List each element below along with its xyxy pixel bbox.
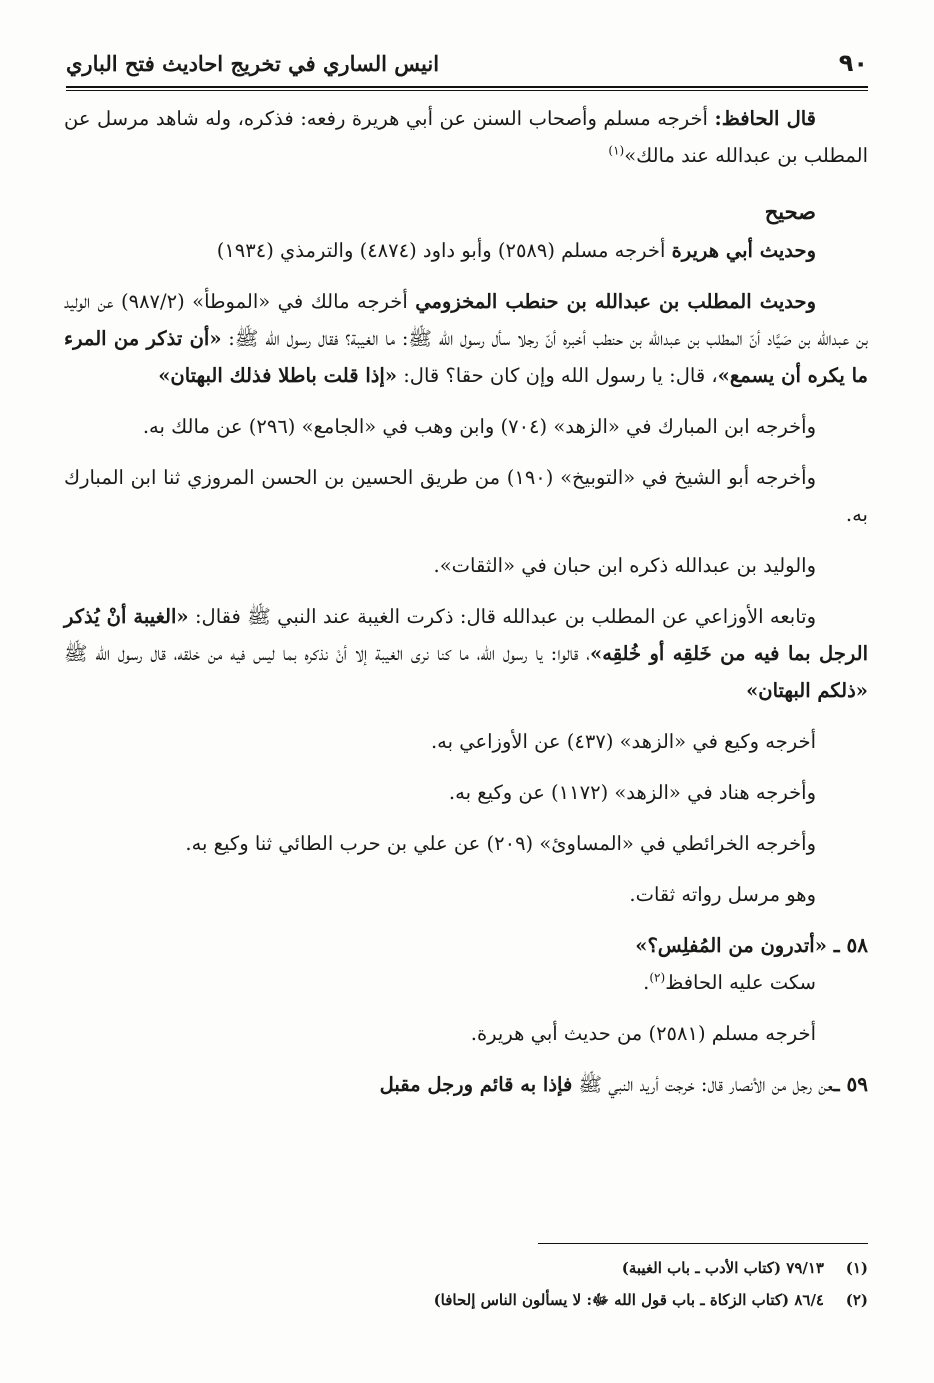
paragraph-hafiz-quote — [64, 100, 868, 174]
footnote-2 — [66, 1284, 868, 1316]
abu-hurayra-label: وحديث أبي هريرة — [671, 239, 816, 262]
muttalib-label: وحديث المطلب بن عبدالله بن حنطب المخزومي — [415, 290, 816, 313]
hadith-item-59 — [64, 1066, 868, 1103]
muttalib-text-2: ، قال: يا رسول الله وإن كان حقا؟ قال: — [397, 364, 718, 387]
footnote-text: ٧٩/١٣ (كتاب الأدب ـ باب الغيبة) — [621, 1259, 824, 1277]
paragraph-hannad: وأخرجه هناد في «الزهد» (١١٧٢) عن وكيع به. — [448, 781, 816, 804]
item-59-bold: فإذا به قائم ورجل مقبل — [379, 1073, 573, 1096]
running-title: انيس الساري في تخريج احاديث فتح الباري — [66, 50, 440, 76]
sakata-text: سكت عليه الحافظ — [665, 971, 816, 994]
item-58-text: «أتدرون من المُفلِس؟» — [635, 934, 834, 957]
item-59-number: ٥٩ ـ — [833, 1072, 868, 1096]
footnote-ref-1: (١) — [608, 143, 625, 158]
paragraph-abu-shaykh: وأخرجه أبو الشيخ في «التوبيخ» (١٩٠) من طريق الحسين بن الحسن المروزي ثنا ابن المبارك به. — [64, 466, 868, 526]
footnotes — [66, 1252, 868, 1316]
paragraph-muttalib — [64, 283, 868, 394]
awzai-text-2: ، قالوا: يا رسول الله، ما كنا نرى الغيبة إلا أنْ نذكره بما ليس فيه من خلقه، قال رسول الله ﷺ — [64, 642, 591, 665]
header-rule-thin — [66, 90, 868, 91]
header-rule — [66, 86, 868, 88]
item-58-number: ٥٨ ـ — [833, 933, 868, 957]
paragraph-walid: والوليد بن عبدالله ذكره ابن حبان في «الثقات». — [433, 554, 816, 577]
awzai-text: وتابعه الأوزاعي عن المطلب بن عبدالله قال: ذكرت الغيبة عند النبي ﷺ فقال: — [188, 605, 816, 628]
paragraph-mursal: وهو مرسل رواته ثقات. — [629, 883, 816, 906]
page-number: ٩٠ — [838, 49, 868, 77]
item-59-text: عن رجل من الأنصار قال: خرجت أريد النبي ﷺ — [572, 1073, 834, 1096]
awzai-quote: «الغيبة أنْ يُذكر الرجل بما فيه من خَلقِه أو خُلقِه» — [64, 605, 868, 665]
footnote-text: ٨٦/٤ (كتاب الزكاة ـ باب قول الله ﷻ: لا يسألون الناس إلحافا) — [433, 1291, 824, 1309]
hadith-item-58 — [64, 927, 868, 964]
footnote-number: (٢) — [845, 1291, 868, 1309]
muttalib-text: أخرجه مالك في «الموطأ» (٩٨٧/٢) عن الوليد بن عبدالله بن صَيَّاد أنّ المطلب بن عبدالله بن حنطب أخبره أنّ رجلا سأل رسول الله ﷺ: ما الغيبة؟ فقال رسول الله ﷺ: — [64, 290, 869, 350]
footnote-separator — [538, 1243, 868, 1244]
awzai-quote-2: «ذلكم البهتان» — [746, 679, 868, 702]
muttalib-quote: «أن تذكر من المرء ما يكره أن يسمع» — [64, 327, 868, 387]
paragraph-kharaiti: وأخرجه الخرائطي في «المساوئ» (٢٠٩) عن علي بن حرب الطائي ثنا وكيع به. — [185, 832, 816, 855]
hafiz-label: قال الحافظ: — [714, 107, 816, 130]
footnote-number: (١) — [845, 1259, 868, 1277]
sakata-end: . — [643, 971, 650, 994]
page-body — [64, 100, 868, 1103]
paragraph-ibn-mubarak: وأخرجه ابن المبارك في «الزهد» (٧٠٤) وابن وهب في «الجامع» (٢٩٦) عن مالك به. — [142, 415, 816, 438]
page-header — [66, 40, 868, 86]
paragraph-waki: أخرجه وكيع في «الزهد» (٤٣٧) عن الأوزاعي به. — [430, 730, 816, 753]
paragraph-awzai — [64, 598, 868, 709]
abu-hurayra-text: أخرجه مسلم (٢٥٨٩) وأبو داود (٤٨٧٤) والترمذي (١٩٣٤) — [216, 239, 672, 262]
footnote-ref-2: (٢) — [649, 970, 666, 985]
paragraph-sakata — [64, 964, 868, 1001]
hafiz-text: أخرجه مسلم وأصحاب السنن عن أبي هريرة رفعه: فذكره، وله شاهد مرسل عن المطلب بن عبدالله عند مالك» — [64, 107, 868, 167]
footnote-1 — [66, 1252, 868, 1284]
paragraph-muslim-2581: أخرجه مسلم (٢٥٨١) من حديث أبي هريرة. — [470, 1022, 816, 1045]
paragraph-abu-hurayra — [64, 232, 868, 269]
muttalib-quote-2: «إذا قلت باطلا فذلك البهتان» — [158, 364, 398, 387]
section-heading-sahih: صحيح — [764, 199, 816, 224]
